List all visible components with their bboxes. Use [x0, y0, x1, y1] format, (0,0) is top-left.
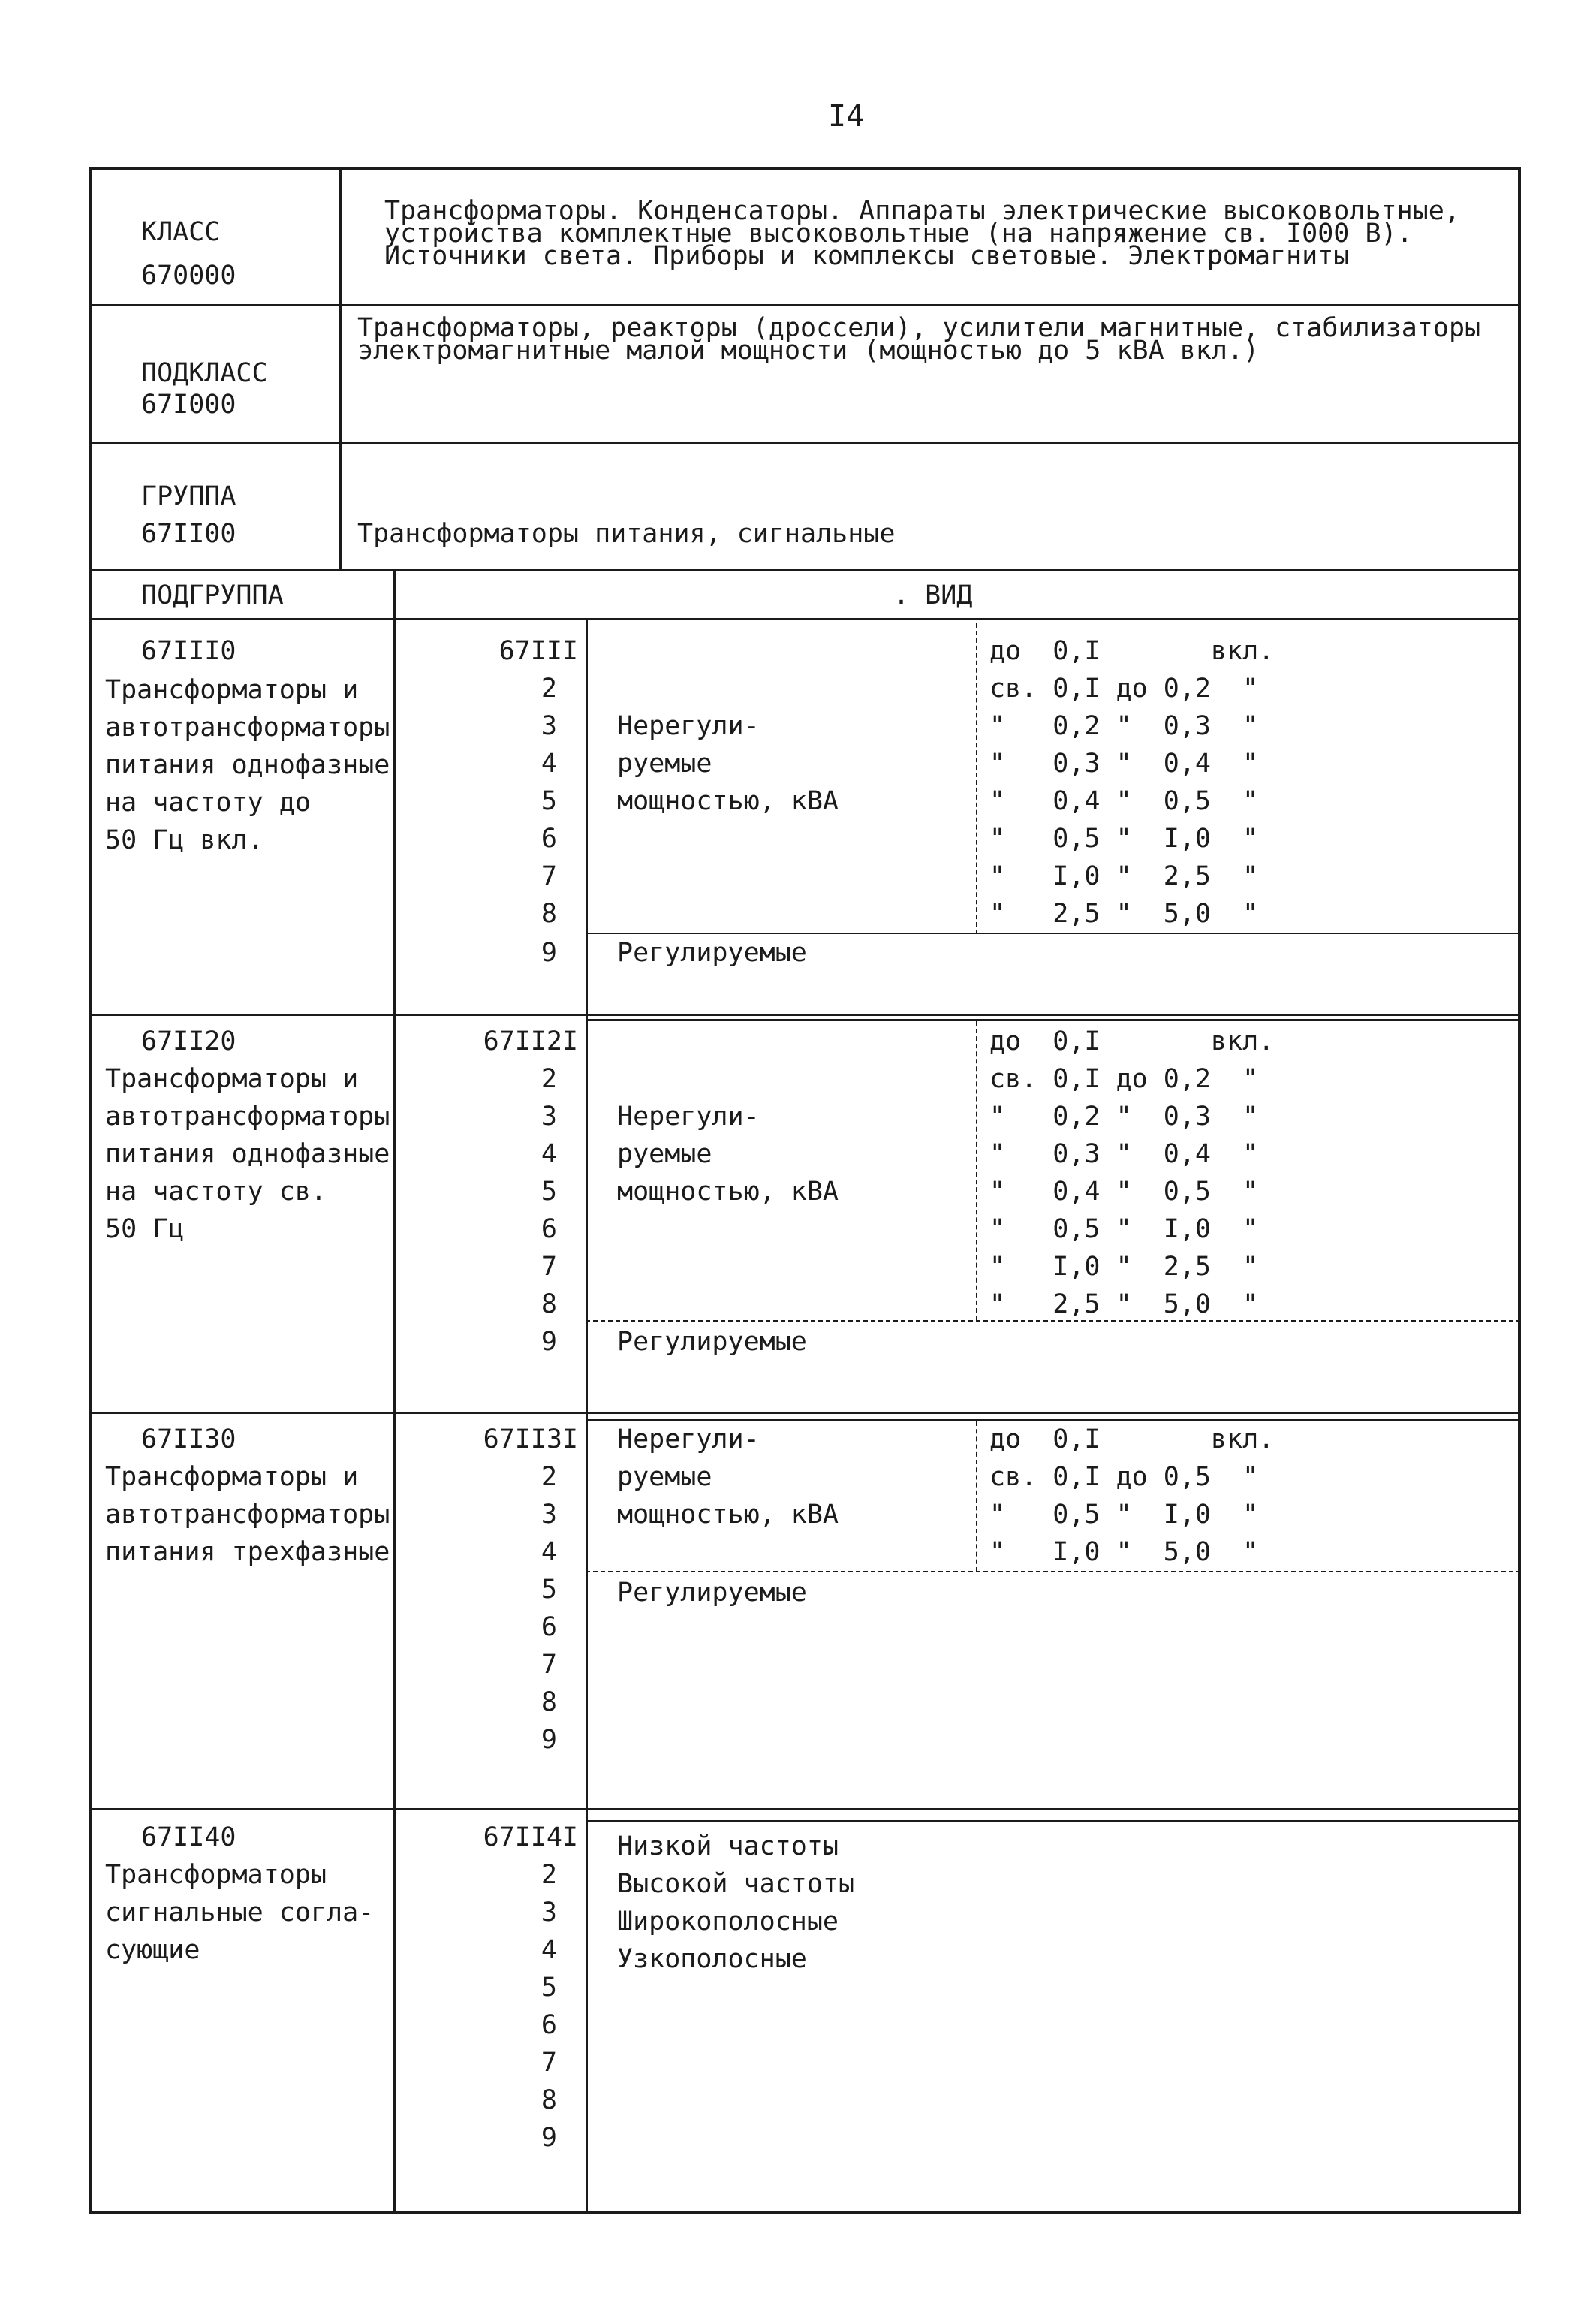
section-2-vid-code: 7: [541, 1252, 557, 1282]
section-2-range: " 0,2 " 0,3 ": [989, 1102, 1259, 1132]
section-2-desc-line: мощностью, кВА: [617, 1177, 839, 1207]
section-4-desc-line: Высокой частоты: [617, 1869, 855, 1899]
podgruppa-header: ПОДГРУППА: [141, 580, 284, 610]
section-1-name-line: автотрансформаторы: [105, 713, 390, 743]
section-1-vid-code: 2: [541, 674, 557, 704]
section-4-vid-code: 5: [541, 1973, 557, 2003]
klass-row-line: [89, 304, 1521, 306]
section-1-vid-code: 6: [541, 824, 557, 854]
section-3-top-line: [586, 1419, 1521, 1421]
section-4-vid-code: 9: [541, 2123, 557, 2153]
gruppa-row-line: [89, 569, 1521, 571]
section-2-vid-code: 6: [541, 1214, 557, 1244]
section-2-name-line: 50 Гц: [105, 1214, 185, 1244]
section-1-regulated-line: [586, 933, 1521, 934]
section-3-vid-code: 6: [541, 1612, 557, 1642]
gruppa-label: ГРУППА: [141, 481, 236, 511]
section-1-desc-line: Нерегули-: [617, 711, 760, 741]
section-3-regulated-line: [586, 1571, 1521, 1572]
section-3-desc-line: Нерегули-: [617, 1424, 760, 1454]
gruppa-code: 67II00: [141, 519, 236, 549]
section-3-vid-code: 2: [541, 1462, 557, 1492]
section-3-range: до 0,I вкл.: [989, 1424, 1275, 1454]
section-1-range: св. 0,I до 0,2 ": [989, 674, 1259, 704]
section-1-code: 67III0: [141, 636, 236, 666]
section-1-vid-code: 67III: [498, 636, 578, 666]
section-1-regulated: Регулируемые: [617, 938, 807, 968]
frame-left: [89, 167, 92, 2214]
section-4-code: 67II40: [141, 1822, 236, 1852]
section-2-bottom: [89, 1412, 1521, 1414]
section-3-range-divider: [976, 1421, 977, 1572]
section-2-desc-line: руемые: [617, 1139, 712, 1169]
frame-top: [89, 167, 1521, 170]
section-1-name-line: питания однофазные: [105, 750, 390, 780]
column-header-line: [89, 618, 1521, 620]
section-4-name-line: сующие: [105, 1935, 200, 1965]
section-3-name-line: питания трехфазные: [105, 1537, 390, 1567]
section-3-name-line: Трансформаторы и: [105, 1462, 359, 1492]
section-1-name-line: 50 Гц вкл.: [105, 825, 263, 855]
section-2-regulated-line: [586, 1320, 1521, 1322]
section-3-vid-code: 9: [541, 1725, 557, 1755]
section-4-top-line: [586, 1820, 1521, 1822]
section-2-regulated: Регулируемые: [617, 1327, 807, 1357]
section-4-desc-line: Низкой частоты: [617, 1831, 839, 1861]
section-4-vid-code: 3: [541, 1898, 557, 1928]
section-3-range: " I,0 " 5,0 ": [989, 1537, 1259, 1567]
section-1-range: до 0,I вкл.: [989, 636, 1275, 666]
section-1-range: " 2,5 " 5,0 ": [989, 899, 1259, 929]
section-2-name-line: автотрансформаторы: [105, 1102, 390, 1132]
section-1-vid-code: 5: [541, 786, 557, 816]
section-2-code: 67II20: [141, 1026, 236, 1057]
section-1-vid-code: 9: [541, 938, 557, 968]
section-2-range: " 0,3 " 0,4 ": [989, 1139, 1259, 1169]
section-2-vid-code: 5: [541, 1177, 557, 1207]
section-1-desc-line: руемые: [617, 749, 712, 779]
header-divider: [339, 167, 342, 571]
section-1-vid-code: 4: [541, 749, 557, 779]
podklass-label: ПОДКЛАСС: [141, 358, 268, 388]
section-2-vid-code: 2: [541, 1064, 557, 1094]
section-2-vid-code: 9: [541, 1327, 557, 1357]
podklass-text-line: электромагнитные малой мощности (мощностью до 5 кВА вкл.): [357, 336, 1260, 366]
gruppa-text: Трансформаторы питания, сигнальные: [357, 519, 896, 549]
section-1-name-line: Трансформаторы и: [105, 675, 359, 705]
page-number: I4: [828, 99, 865, 134]
klass-text-line: Трансформаторы. Конденсаторы. Аппараты электрические высоковольтные,: [384, 196, 1460, 226]
section-2-range: до 0,I вкл.: [989, 1026, 1275, 1057]
section-1-vid-code: 3: [541, 711, 557, 741]
section-3-desc-line: руемые: [617, 1462, 712, 1492]
section-1-range-divider: [976, 623, 977, 934]
klass-text-line: Источники света. Приборы и комплексы световые. Электромагниты: [384, 241, 1350, 271]
section-1-name-line: на частоту до: [105, 788, 311, 818]
section-2-name-line: Трансформаторы и: [105, 1064, 359, 1094]
section-1-range: " 0,5 " I,0 ": [989, 824, 1259, 854]
section-2-vid-code: 4: [541, 1139, 557, 1169]
section-4-name-line: сигнальные согла-: [105, 1898, 375, 1928]
section-1-vid-code: 7: [541, 861, 557, 891]
section-3-desc-line: мощностью, кВА: [617, 1500, 839, 1530]
section-4-desc-line: Узкополосные: [617, 1944, 807, 1974]
section-4-vid-code: 8: [541, 2085, 557, 2115]
section-3-bottom: [89, 1808, 1521, 1810]
section-3-regulated: Регулируемые: [617, 1578, 807, 1608]
section-1-vid-code: 8: [541, 899, 557, 929]
section-3-vid-code: 3: [541, 1500, 557, 1530]
section-2-name-line: питания однофазные: [105, 1139, 390, 1169]
section-1-bottom: [89, 1014, 1521, 1016]
section-1-range: " 0,2 " 0,3 ": [989, 711, 1259, 741]
section-2-name-line: на частоту св.: [105, 1177, 327, 1207]
section-3-vid-code: 7: [541, 1650, 557, 1680]
section-2-range: " 0,4 " 0,5 ": [989, 1177, 1259, 1207]
klass-text-line: устройства комплектные высоковольтные (на напряжение св. I000 В).: [384, 219, 1413, 249]
vid-header: . ВИД: [893, 580, 973, 610]
section-3-code: 67II30: [141, 1424, 236, 1454]
section-3-vid-code: 5: [541, 1575, 557, 1605]
section-1-desc-line: мощностью, кВА: [617, 786, 839, 816]
section-4-vid-code: 4: [541, 1935, 557, 1965]
section-4-desc-line: Широкополосные: [617, 1907, 839, 1937]
section-3-vid-code: 67II3I: [483, 1424, 578, 1454]
section-3-vid-code: 8: [541, 1687, 557, 1717]
klass-label: КЛАСС: [141, 217, 221, 247]
section-2-vid-code: 67II2I: [483, 1026, 578, 1057]
podklass-row-line: [89, 442, 1521, 444]
section-3-name-line: автотрансформаторы: [105, 1500, 390, 1530]
section-2-range: св. 0,I до 0,2 ": [989, 1064, 1259, 1094]
section-1-range: " 0,4 " 0,5 ": [989, 786, 1259, 816]
frame-bottom: [89, 2211, 1521, 2214]
section-4-name-line: Трансформаторы: [105, 1860, 327, 1890]
vid-code-divider: [586, 618, 588, 2214]
section-2-vid-code: 3: [541, 1102, 557, 1132]
section-4-vid-code: 7: [541, 2048, 557, 2078]
klass-code: 670000: [141, 261, 236, 291]
section-2-top-line: [586, 1019, 1521, 1021]
podgruppa-divider: [393, 569, 396, 2214]
section-3-range: " 0,5 " I,0 ": [989, 1500, 1259, 1530]
section-3-vid-code: 4: [541, 1537, 557, 1567]
section-2-range: " I,0 " 2,5 ": [989, 1252, 1259, 1282]
podklass-code: 67I000: [141, 390, 236, 420]
podklass-text-line: Трансформаторы, реакторы (дроссели), усилители магнитные, стабилизаторы: [357, 313, 1481, 343]
section-3-range: св. 0,I до 0,5 ": [989, 1462, 1259, 1492]
section-4-vid-code: 6: [541, 2010, 557, 2040]
section-2-vid-code: 8: [541, 1289, 557, 1319]
section-1-range: " 0,3 " 0,4 ": [989, 749, 1259, 779]
section-2-desc-line: Нерегули-: [617, 1102, 760, 1132]
frame-right: [1518, 167, 1521, 2214]
section-1-range: " I,0 " 2,5 ": [989, 861, 1259, 891]
section-4-vid-code: 67II4I: [483, 1822, 578, 1852]
section-4-vid-code: 2: [541, 1860, 557, 1890]
section-2-range-divider: [976, 1021, 977, 1320]
section-2-range: " 2,5 " 5,0 ": [989, 1289, 1259, 1319]
section-2-range: " 0,5 " I,0 ": [989, 1214, 1259, 1244]
